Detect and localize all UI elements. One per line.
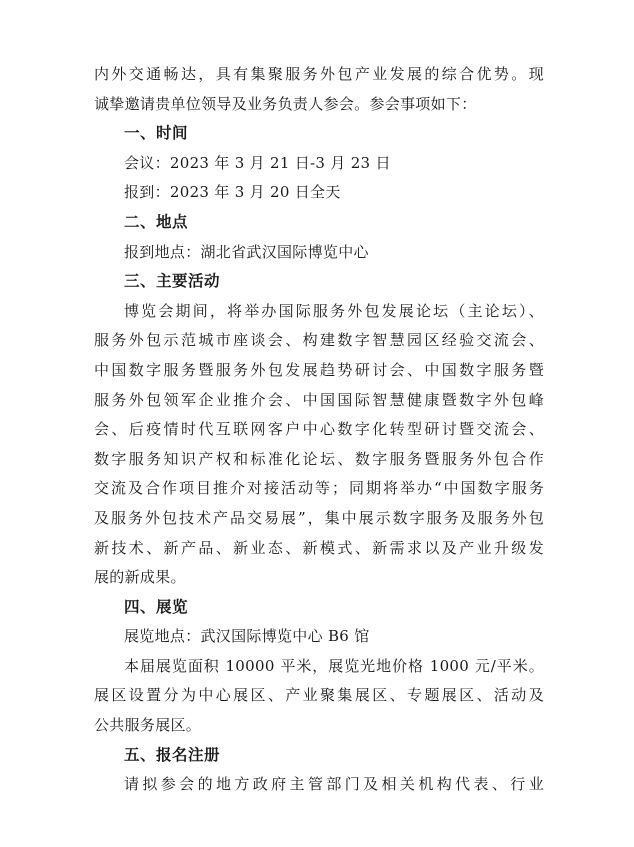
- intro-line-2: 诚挚邀请贵单位领导及业务负责人参会。参会事项如下：: [94, 94, 477, 113]
- meeting-date: 会议：2023 年 3 月 21 日-3 月 23 日: [124, 153, 391, 172]
- activities-line-7: 交流及合作项目推介对接活动等；同期将举办“中国数字服务: [94, 479, 544, 498]
- document-body: [94, 60, 544, 800]
- exhibition-line-2: 展区设置分为中心展区、产业聚集展区、专题展区、活动及: [94, 686, 544, 705]
- exhibition-line-1: 本届展览面积 10000 平米，展览光地价格 1000 元/平米。: [124, 656, 544, 675]
- section-heading-location: 二、地点: [124, 212, 189, 231]
- section-heading-registration: 五、报名注册: [124, 745, 221, 764]
- registration-line-1: 请拟参会的地方政府主管部门及相关机构代表、行业: [124, 775, 544, 794]
- activities-line-8: 及服务外包技术产品交易展”，集中展示数字服务及服务外包: [94, 508, 544, 527]
- registration-place: 报到地点：湖北省武汉国际博览中心: [124, 242, 369, 261]
- registration-date: 报到：2023 年 3 月 20 日全天: [124, 183, 341, 202]
- intro-line-1: 内外交通畅达，具有集聚服务外包产业发展的综合优势。现: [94, 65, 544, 83]
- section-heading-exhibition: 四、展览: [124, 597, 189, 616]
- exhibition-line-3: 公共服务展区。: [94, 716, 202, 735]
- activities-line-5: 会、后疫情时代互联网客户中心数字化转型研讨暨交流会、: [94, 420, 544, 439]
- section-heading-activities: 三、主要活动: [124, 272, 221, 291]
- activities-line-1: 博览会期间，将举办国际服务外包发展论坛（主论坛）、: [124, 301, 544, 320]
- activities-line-4: 服务外包领军企业推介会、中国国际智慧健康暨数字外包峰: [94, 390, 544, 409]
- activities-line-6: 数字服务知识产权和标准化论坛、数字服务暨服务外包合作: [94, 449, 544, 468]
- activities-line-9: 新技术、新产品、新业态、新模式、新需求以及产业升级发: [94, 538, 544, 557]
- exhibition-venue: 展览地点：武汉国际博览中心 B6 馆: [124, 627, 370, 646]
- section-heading-time: 一、时间: [124, 124, 189, 143]
- activities-line-10: 展的新成果。: [94, 568, 186, 587]
- activities-line-3: 中国数字服务暨服务外包发展趋势研讨会、中国数字服务暨: [94, 360, 544, 379]
- activities-line-2: 服务外包示范城市座谈会、构建数字智慧园区经验交流会、: [94, 331, 544, 350]
